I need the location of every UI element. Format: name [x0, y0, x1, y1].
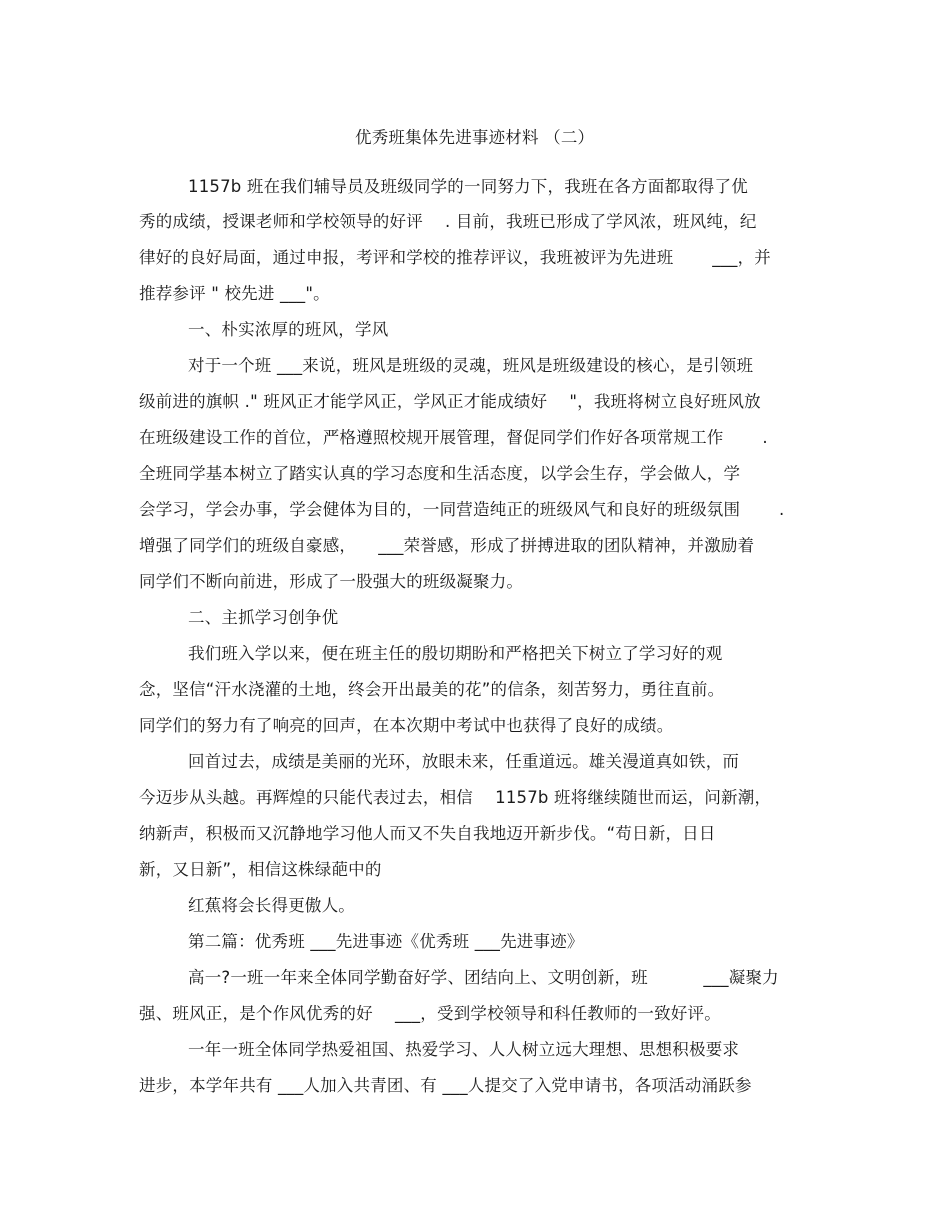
paragraph-line: 级前进的旗帜 ." 班风正才能学风正，学风正才能成绩好 "，我班将树立良好班风放: [139, 392, 761, 411]
section-heading: 第二篇：优秀班 ___先进事迹《优秀班 ___先进事迹》: [188, 932, 584, 951]
section-heading: 一、朴实浓厚的班风，学风: [188, 320, 389, 339]
paragraph-line: 高一?一班一年来全体同学勤奋好学、团结向上、文明创新，班 ___凝聚力: [188, 968, 779, 987]
paragraph-line: 今迈步从头越。再辉煌的只能代表过去，相信 1157b 班将继续随世而运，问新潮，: [139, 788, 772, 807]
paragraph-line: 对于一个班 ___来说，班风是班级的灵魂，班风是班级建设的核心，是引领班: [188, 356, 754, 375]
paragraph-line: 回首过去，成绩是美丽的光环，放眼未来，任重道远。雄关漫道真如铁，而: [188, 752, 740, 771]
paragraph-line: 推荐参评 " 校先进 ___"。: [139, 284, 330, 303]
paragraph-line: 1157b 班在我们辅导员及班级同学的一同努力下，我班在各方面都取得了优: [188, 177, 748, 196]
paragraph-line: 律好的良好局面，通过申报，考评和学校的推荐评议，我班被评为先进班 ___，并: [139, 248, 771, 267]
paragraph-line: 纳新声，积极而又沉静地学习他人而又不失自我地迈开新步伐。“苟日新，日日: [139, 824, 716, 843]
paragraph-line: 红蕉将会长得更傲人。: [188, 896, 355, 915]
paragraph-line: 同学们不断向前进，形成了一股强大的班级凝聚力。: [139, 572, 524, 591]
paragraph-line: 新，又日新”，相信这株绿葩中的: [139, 860, 382, 879]
paragraph-line: 念，坚信“汗水浇灌的土地，终会开出最美的花”的信条，刻苦努力，勇往直前。: [139, 680, 725, 699]
section-heading: 二、主抓学习创争优: [188, 608, 339, 627]
paragraph-line: 全班同学基本树立了踏实认真的学习态度和生活态度，以学会生存，学会做人，学: [139, 464, 741, 483]
paragraph-line: 增强了同学们的班级自豪感， ___荣誉感，形成了拼搏进取的团队精神，并激励着: [139, 536, 755, 555]
paragraph-line: 我们班入学以来，便在班主任的殷切期盼和严格把关下树立了学习好的观: [188, 644, 723, 663]
paragraph-line: 一年一班全体同学热爱祖国、热爱学习、人人树立远大理想、思想积极要求: [188, 1040, 740, 1059]
paragraph-line: 进步，本学年共有 ___人加入共青团、有 ___人提交了入党申请书，各项活动涌跃参: [139, 1076, 752, 1095]
document-title: 优秀班集体先进事迹材料 （二）: [355, 128, 595, 147]
paragraph-line: 同学们的努力有了响亮的回声，在本次期中考试中也获得了良好的成绩。: [139, 716, 674, 735]
paragraph-line: 会学习，学会办事，学会健体为目的，一同营造纯正的班级风气和良好的班级氛围 .: [139, 500, 785, 519]
paragraph-line: 在班级建设工作的首位，严格遵照校规开展管理，督促同学们作好各项常规工作 .: [139, 428, 768, 447]
paragraph-line: 强、班风正，是个作风优秀的好 ___，受到学校领导和科任教师的一致好评。: [139, 1004, 721, 1023]
paragraph-line: 秀的成绩，授课老师和学校领导的好评 . 目前，我班已形成了学风浓，班风纯，纪: [139, 212, 757, 231]
